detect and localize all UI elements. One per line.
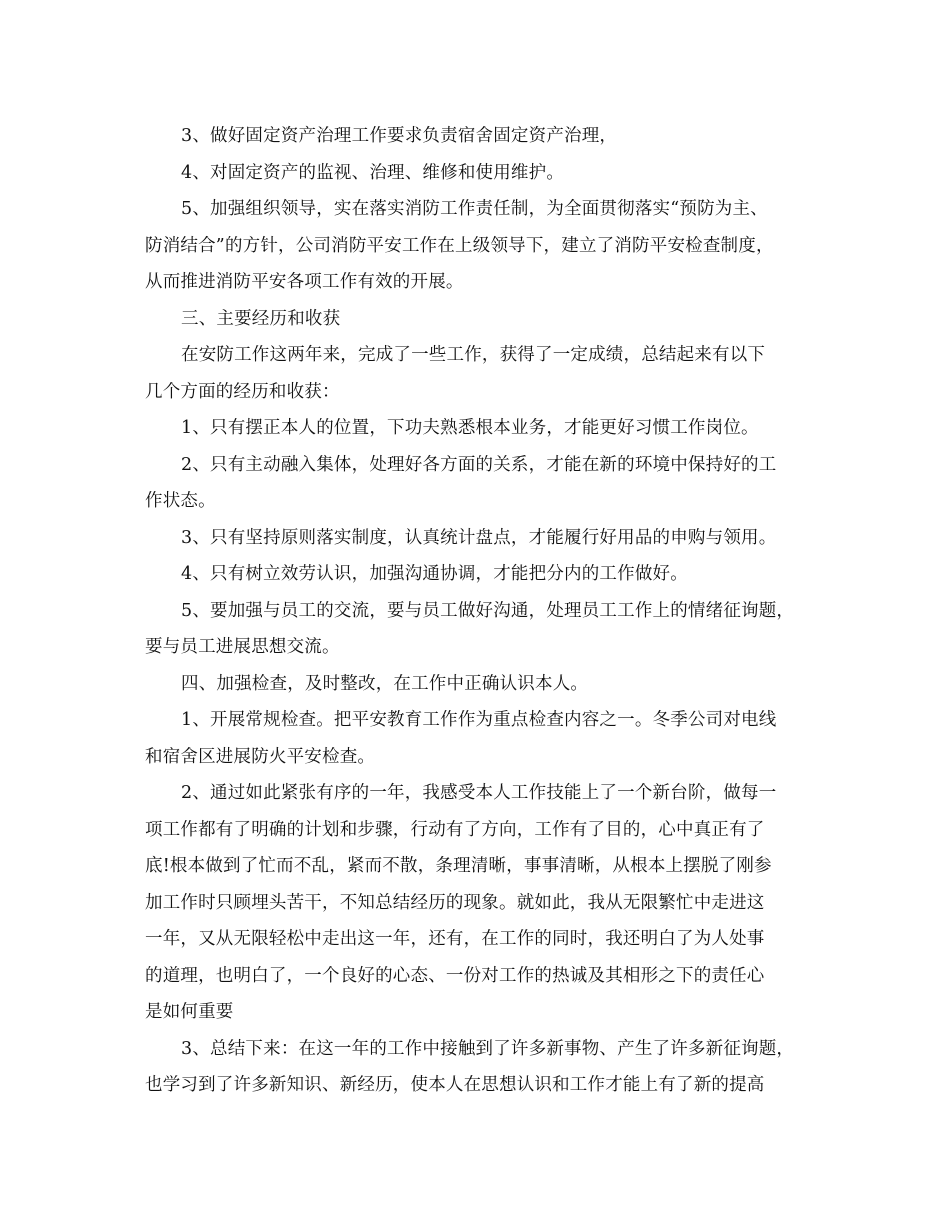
text-line: 几个方面的经历和收获： [145,381,340,402]
text-line: 是如何重要 [145,1002,234,1022]
text-line: 5、要加强与员工的交流，要与员工做好沟通，处理员工工作上的情绪征询题， [181,600,795,621]
text-line: 5、加强组织领导，实在落实消防工作责任制，为全面贯彻落实“预防为主、 [181,199,768,219]
text-line: 和宿舍区进展防火平安检查。 [145,746,376,767]
text-line: 从而推进消防平安各项工作有效的开展。 [145,272,464,292]
text-line: 防消结合”的方针，公司消防平安工作在上级领导下，建立了消防平安检查制度， [145,235,774,256]
text-line: 3、只有坚持原则落实制度，认真统计盘点，才能履行好用品的申购与领用。 [181,527,777,548]
text-line: 2、只有主动融入集体，处理好各方面的关系，才能在新的环境中保持好的工 [181,454,777,475]
text-line: 一年，又从无限轻松中走出这一年，还有，在工作的同时，我还明白了为人处事 [145,929,765,949]
text-line: 底!根本做到了忙而不乱，紧而不散，条理清晰，事事清晰，从根本上摆脱了刚参 [145,856,772,876]
text-line: 要与员工进展思想交流。 [145,637,340,657]
text-line: 3、做好固定资产治理工作要求负责宿舍固定资产治理， [181,126,618,146]
text-line: 四、加强检查，及时整改，在工作中正确认识本人。 [181,673,589,694]
text-line: 项工作都有了明确的计划和步骤，行动有了方向，工作有了目的，心中真正有了 [145,819,765,840]
text-line: 2、通过如此紧张有序的一年，我感受本人工作技能上了一个新台阶，做每一 [181,783,777,803]
text-line: 加工作时只顾埋头苦干，不知总结经历的现象。就如此，我从无限繁忙中走进这 [145,892,765,913]
text-line: 4、只有树立效劳认识，加强沟通协调，才能把分内的工作做好。 [181,564,688,584]
text-line: 1、开展常规检查。把平安教育工作作为重点检查内容之一。冬季公司对电线 [181,710,777,730]
text-line: 也学习到了许多新知识、新经历，使本人在思想认识和工作才能上有了新的提高 [145,1075,765,1095]
text-line: 在安防工作这两年来，完成了一些工作，获得了一定成绩，总结起来有以下 [181,345,766,365]
text-line: 作状态。 [145,491,216,511]
text-line: 的道理，也明白了，一个良好的心态、一份对工作的热诚及其相形之下的责任心 [145,965,765,986]
document-body [145,118,825,1104]
text-line: 4、对固定资产的监视、治理、维修和使用维护。 [181,162,565,183]
text-line: 三、主要经历和收获 [181,308,341,329]
text-line: 3、总结下来：在这一年的工作中接触到了许多新事物、产生了许多新征询题， [181,1038,795,1059]
text-line: 1、只有摆正本人的位置，下功夫熟悉根本业务，才能更好习惯工作岗位。 [181,418,759,438]
